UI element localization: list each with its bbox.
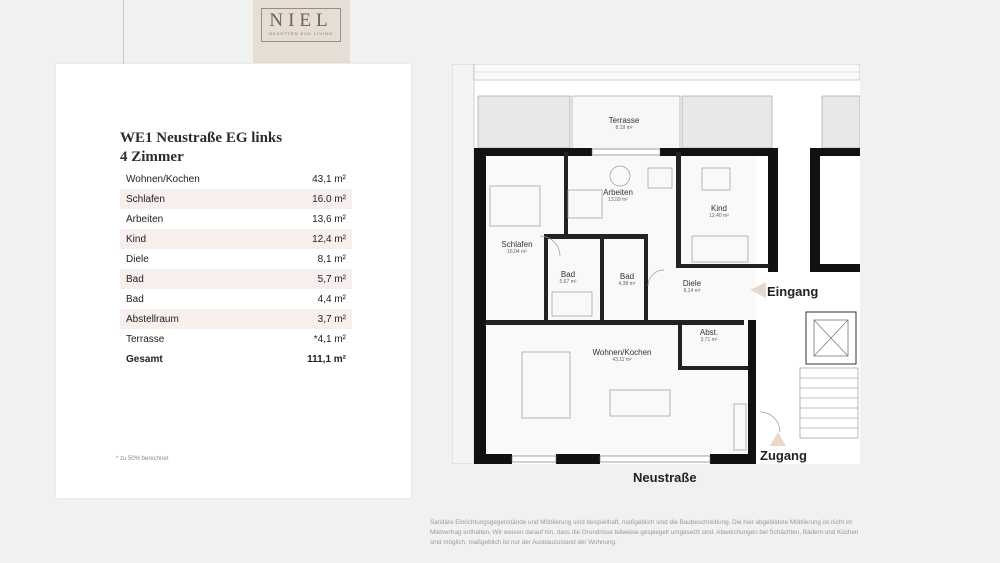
room-name: Terrasse (126, 333, 165, 345)
brand-logo (261, 8, 341, 42)
room-name: Schlafen (120, 189, 266, 209)
floor-plan (452, 64, 860, 464)
room-row (120, 209, 352, 229)
total-row (120, 349, 352, 369)
room-row (120, 309, 352, 329)
room-row (120, 229, 352, 249)
street-label: Neustraße (633, 470, 697, 485)
room-label-bad-2: Bad 4,38 m² (618, 272, 636, 287)
room-name: Diele (126, 253, 149, 265)
room-area: 13,6 m² (312, 213, 346, 225)
room-label-wohnen-kochen: Wohnen/Kochen 43,11 m² (592, 348, 652, 363)
access-label: Zugang (760, 448, 807, 463)
brand-tagline: NEUSTTEN ECK LIVING (268, 31, 334, 36)
room-row (120, 269, 352, 289)
brand-name: NIEL (269, 10, 333, 31)
room-area: 8,1 m² (317, 253, 346, 265)
room-name: Bad (120, 269, 266, 289)
entrance-label: Eingang (767, 284, 819, 299)
room-row (120, 289, 352, 309)
room-area: 16.0 m² (266, 189, 352, 209)
unit-title-line1: WE1 Neustraße EG links (120, 130, 283, 146)
unit-title-line2: 4 Zimmer (120, 149, 184, 165)
room-name: Abstellraum (120, 309, 266, 329)
room-name: Arbeiten (126, 213, 164, 225)
room-label-schlafen: Schlafen 16,04 m² (501, 240, 533, 255)
brand-logo-tab (253, 0, 350, 63)
total-area: 111,1 m² (307, 353, 346, 365)
room-name: Bad (126, 293, 144, 305)
room-row (120, 249, 352, 269)
total-label: Gesamt (126, 353, 163, 365)
room-area: 5,7 m² (266, 269, 352, 289)
room-label-kind: Kind 12,40 m² (709, 204, 729, 219)
room-label-bad-1: Bad 5,67 m² (559, 270, 577, 285)
room-name: Wohnen/Kochen (126, 173, 200, 185)
unit-title (120, 129, 282, 167)
disclaimer-text: Sanitäre Einrichtungsgegenstände und Möblierung sind beispielhaft, maßgeblich sind die Baubeschreibung. Die hier abgebildete Möblierung ist nicht im Mietvertrag enthalten. Wir weisen darauf hin, dass die Grundrisse teilweise gespiegelt umgesetzt sind. Abweichungen bei Schächten, Bädern und Küchen sind möglich, maßgeblich ist nur der Ausbauzustand der Wohnung. (430, 519, 859, 546)
room-row (120, 329, 352, 349)
room-area: 12,4 m² (266, 229, 352, 249)
room-label-abst: Abst. 3,71 m² (699, 328, 719, 343)
room-name: Kind (120, 229, 266, 249)
room-area-table (120, 169, 352, 369)
room-label-diele: Diele 8,14 m² (682, 279, 702, 294)
room-row (120, 189, 352, 209)
room-area: 4,4 m² (317, 293, 346, 305)
room-area: 43,1 m² (312, 173, 346, 185)
unit-info-card (56, 64, 411, 498)
room-row (120, 169, 352, 189)
floor-plan-drawing (452, 64, 860, 464)
room-area: 3,7 m² (266, 309, 352, 329)
room-label-terrasse: Terrasse 8,19 m² (608, 116, 640, 131)
room-label-arbeiten: Arbeiten 13,59 m² (603, 188, 633, 203)
room-area: *4,1 m² (313, 333, 346, 345)
footnote: * zu 50% berechnet (116, 456, 169, 462)
